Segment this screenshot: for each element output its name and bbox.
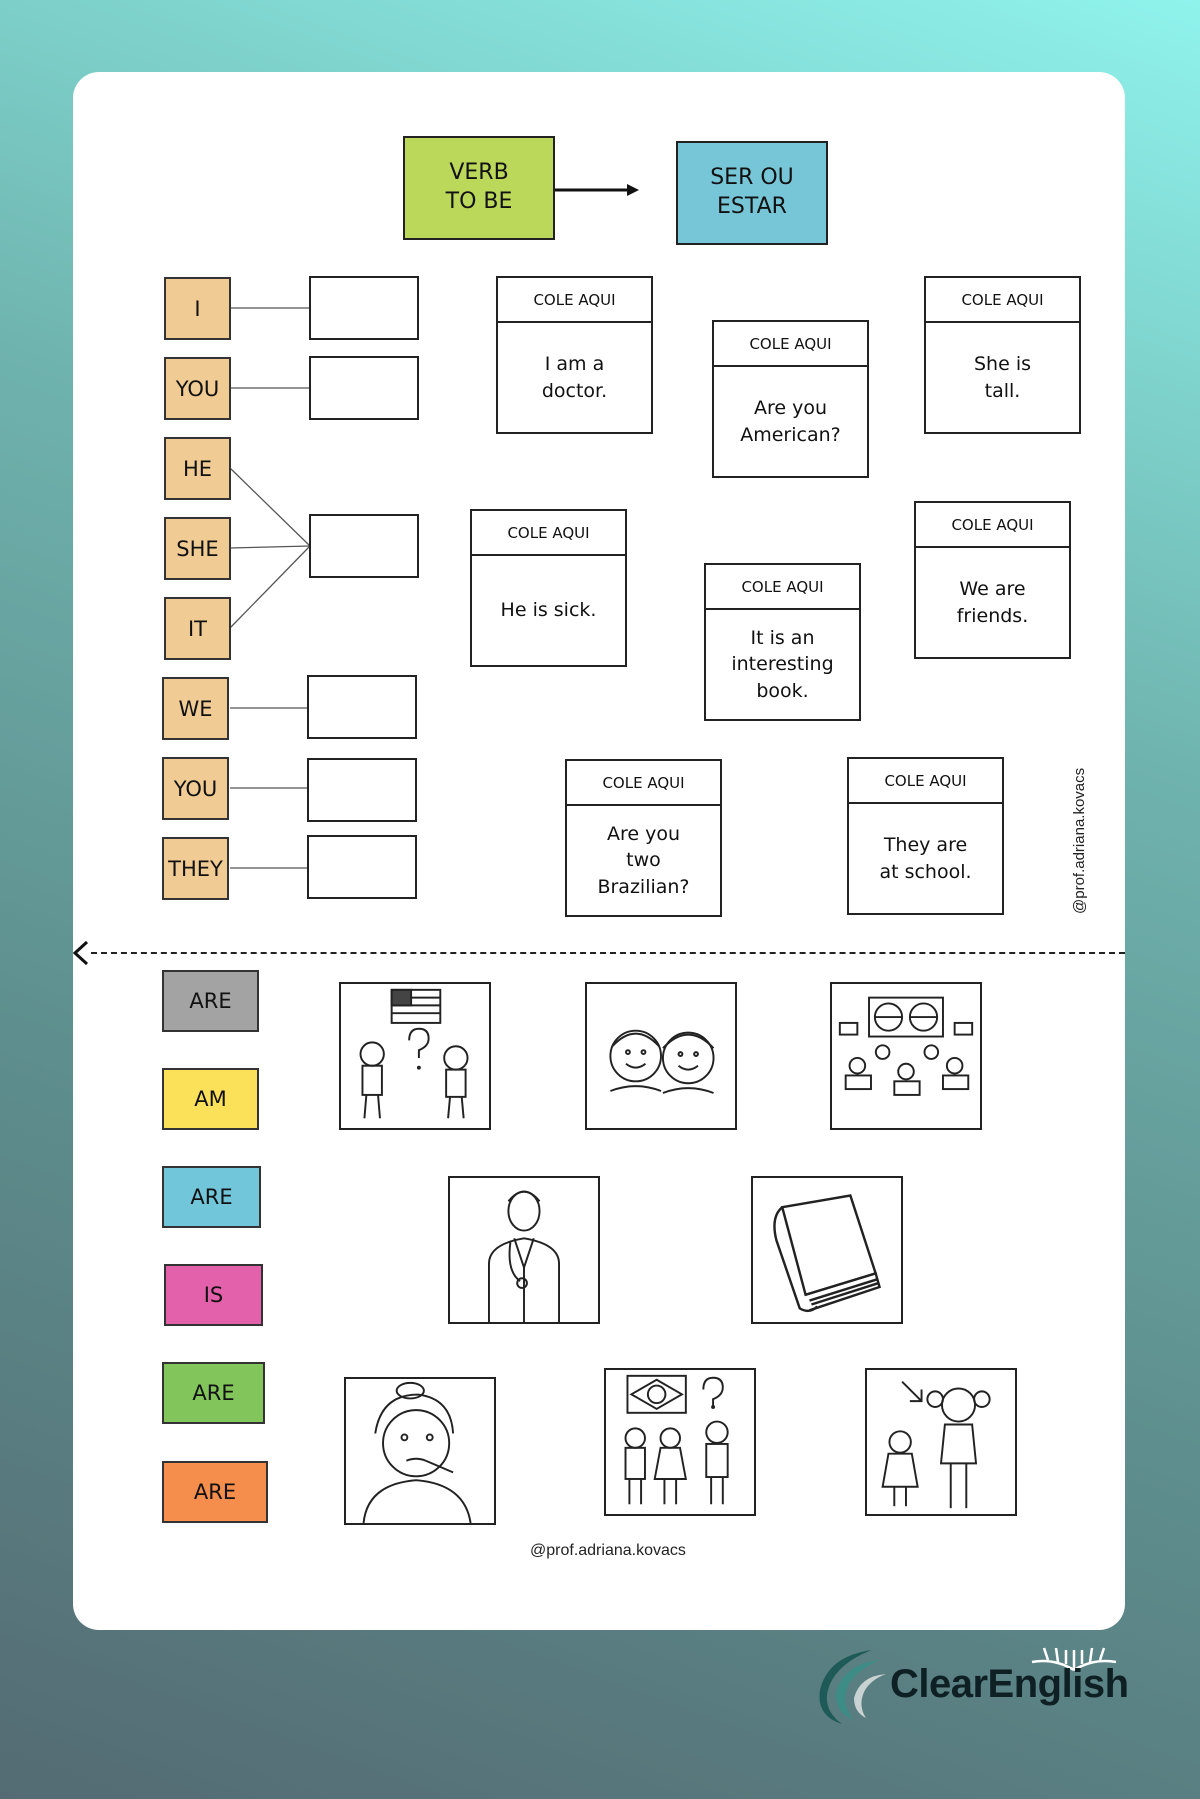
verb-is[interactable]: IS: [164, 1264, 263, 1326]
card-header: COLE AQUI: [472, 511, 625, 556]
verb-am[interactable]: AM: [162, 1068, 259, 1130]
book-illustration[interactable]: [751, 1176, 903, 1324]
bottom-credit: @prof.adriana.kovacs: [530, 1542, 686, 1559]
pronoun-it: IT: [164, 597, 231, 660]
paste-card[interactable]: [496, 276, 653, 434]
sick-boy-illustration[interactable]: [344, 1377, 496, 1525]
pronoun-he: HE: [164, 437, 231, 500]
paste-card[interactable]: [924, 276, 1081, 434]
paste-card[interactable]: [565, 759, 722, 917]
verb-are-blue[interactable]: ARE: [162, 1166, 261, 1228]
paste-card[interactable]: [470, 509, 627, 667]
verb-are-green[interactable]: ARE: [162, 1362, 265, 1424]
brazilian-kids-illustration[interactable]: [604, 1368, 756, 1516]
card-sentence: They are at school.: [879, 833, 972, 883]
verb-to-be-box: VERB TO BE: [403, 136, 555, 240]
verb-are-gray[interactable]: ARE: [162, 970, 259, 1032]
pronoun-she: SHE: [164, 517, 231, 580]
card-header: COLE AQUI: [926, 278, 1079, 323]
answer-box-i[interactable]: [309, 276, 419, 340]
answer-box-they[interactable]: [307, 835, 417, 899]
card-sentence: We are friends.: [956, 577, 1029, 627]
card-header: COLE AQUI: [706, 565, 859, 610]
brand-name: ClearEnglish: [890, 1662, 1129, 1706]
doctor-illustration[interactable]: [448, 1176, 600, 1324]
pronoun-you-plural: YOU: [162, 757, 229, 820]
card-sentence: Are you two Brazilian?: [597, 822, 690, 898]
scissors-icon[interactable]: [73, 938, 93, 968]
card-sentence: It is an interesting book.: [731, 626, 834, 702]
tall-girl-illustration[interactable]: [865, 1368, 1017, 1516]
answer-box-you[interactable]: [309, 356, 419, 420]
paste-card[interactable]: [704, 563, 861, 721]
card-header: COLE AQUI: [714, 322, 867, 367]
vertical-credit: @prof.adriana.kovacs: [1071, 767, 1088, 914]
answer-box-we[interactable]: [307, 675, 417, 739]
pronoun-i: I: [164, 277, 231, 340]
wave-logo-icon: [810, 1644, 890, 1726]
answer-box-he-she-it[interactable]: [309, 514, 419, 578]
pronoun-they: THEY: [162, 837, 229, 900]
answer-box-you-plural[interactable]: [307, 758, 417, 822]
card-header: COLE AQUI: [849, 759, 1002, 804]
verb-are-orange[interactable]: ARE: [162, 1461, 268, 1523]
card-sentence: He is sick.: [500, 599, 597, 622]
card-sentence: She is tall.: [973, 352, 1031, 402]
two-friends-illustration[interactable]: [585, 982, 737, 1130]
paste-card[interactable]: [712, 320, 869, 478]
card-header: COLE AQUI: [567, 761, 720, 806]
pronoun-you: YOU: [164, 357, 231, 420]
card-sentence: I am a doctor.: [541, 352, 608, 402]
paste-card[interactable]: [847, 757, 1004, 915]
card-header: COLE AQUI: [916, 503, 1069, 548]
worksheet: [73, 72, 1125, 1630]
paste-card[interactable]: [914, 501, 1071, 659]
cut-line: [91, 952, 1125, 954]
american-kids-illustration[interactable]: [339, 982, 491, 1130]
classroom-illustration[interactable]: [830, 982, 982, 1130]
card-sentence: Are you American?: [740, 396, 841, 446]
pronoun-we: WE: [162, 677, 229, 740]
ser-ou-estar-box: SER OU ESTAR: [676, 141, 828, 245]
card-header: COLE AQUI: [498, 278, 651, 323]
